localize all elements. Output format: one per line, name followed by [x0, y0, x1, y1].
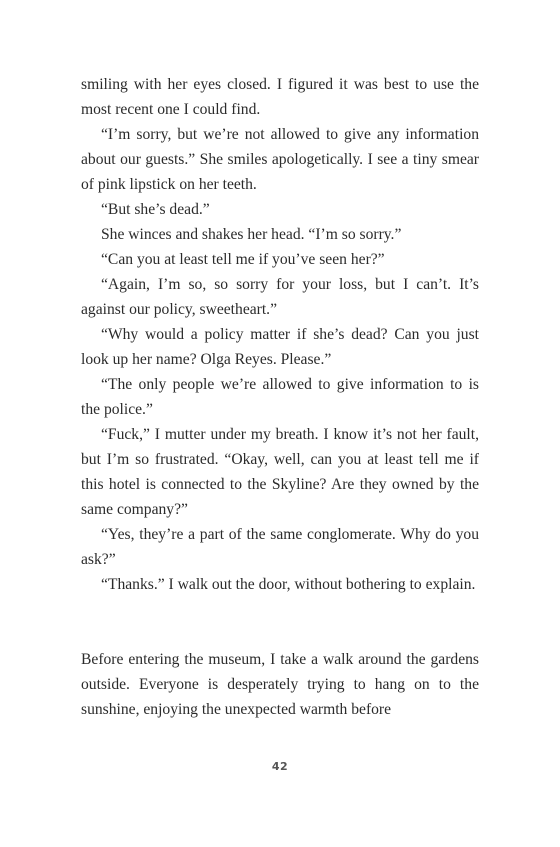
paragraph: “Yes, they’re a part of the same conglomerate. Why do you ask?” — [81, 526, 479, 568]
paragraph: “Can you at least tell me if you’ve seen her?” — [101, 251, 385, 268]
section-break — [81, 597, 479, 647]
paragraph: “Fuck,” I mutter under my breath. I know it’s not her fault, but I’m so frustrated. “Okay, well, can you at least tell me if this hotel is connected to the Skyline? Are they owned by the same company?” — [81, 426, 479, 518]
paragraph: “Thanks.” I walk out the door, without bothering to explain. — [101, 576, 476, 593]
paragraph: “The only people we’re allowed to give information to is the police.” — [81, 376, 479, 418]
paragraph: “Again, I’m so, so sorry for your loss, but I can’t. It’s against our policy, sweetheart.” — [81, 276, 479, 318]
paragraph: “I’m sorry, but we’re not allowed to give any information about our guests.” She smiles apologetically. I see a tiny smear of pink lipstick on her teeth. — [81, 126, 479, 193]
paragraph-continued: smiling with her eyes closed. I figured it was best to use the most recent one I could find. — [81, 76, 479, 118]
section-first-paragraph: Before entering the museum, I take a walk around the gardens outside. Everyone is desperately trying to hang on to the sunshine, enjoying the unexpected warmth before — [81, 651, 479, 718]
page-number: 42 — [271, 760, 289, 773]
paragraph: She winces and shakes her head. “I’m so sorry.” — [101, 226, 402, 243]
body-text — [81, 72, 479, 722]
paragraph: “But she’s dead.” — [101, 201, 210, 218]
paragraph: “Why would a policy matter if she’s dead? Can you just look up her name? Olga Reyes. Please.” — [81, 326, 479, 368]
